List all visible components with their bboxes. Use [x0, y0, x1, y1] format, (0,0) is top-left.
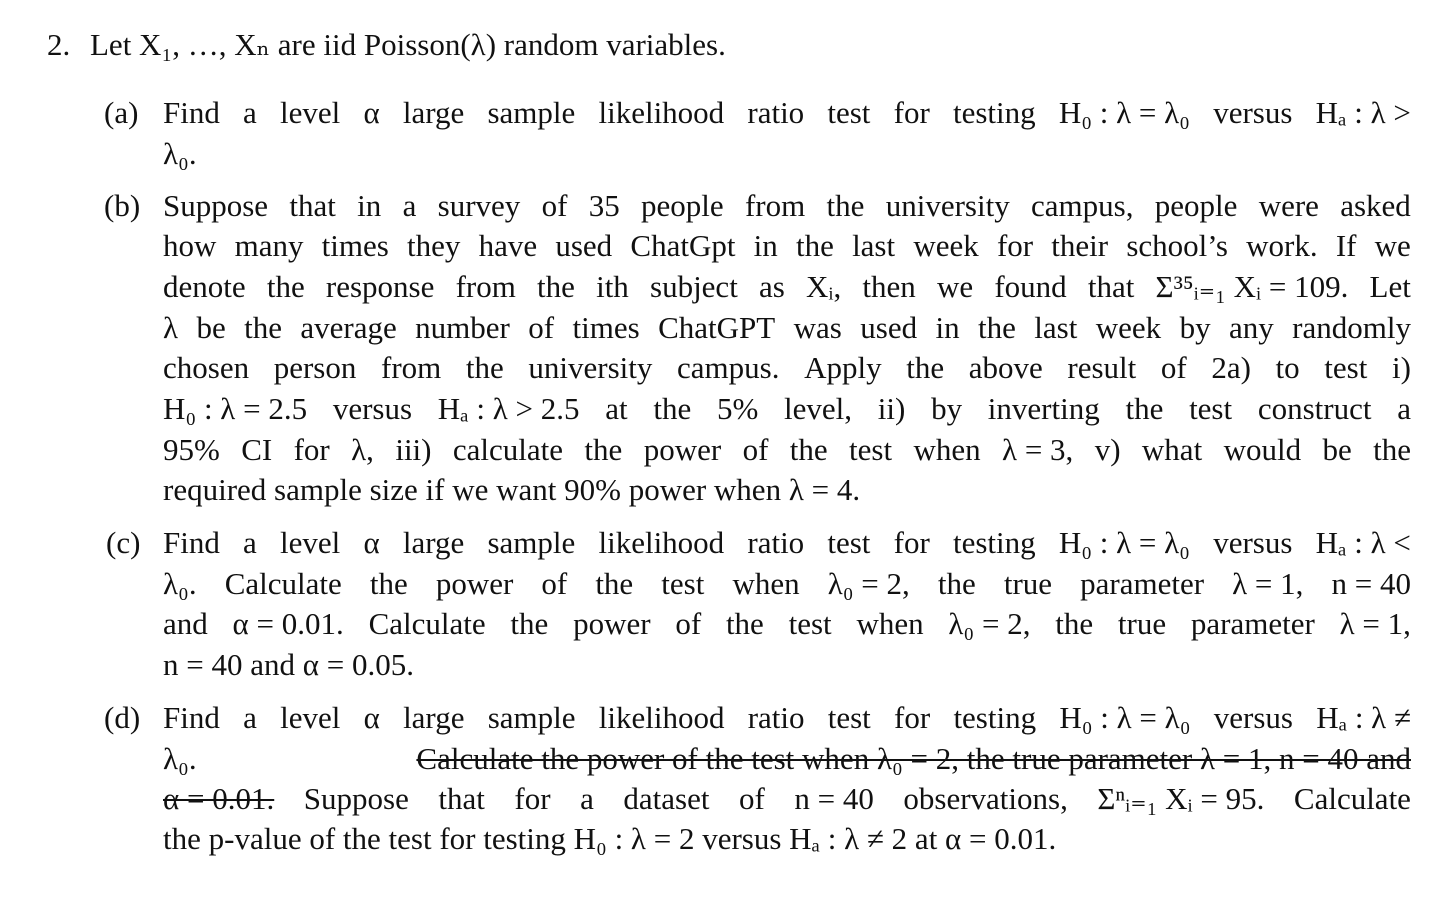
text-word: as [759, 269, 785, 304]
text-word: response [325, 269, 435, 304]
text-word: λ₀. [163, 136, 197, 171]
text-word: to [1275, 350, 1300, 385]
text-word: university [528, 350, 653, 385]
text-word: sample [487, 95, 576, 130]
text-word: last [1034, 310, 1078, 345]
text-word: versus [1213, 700, 1293, 735]
part-text-line [163, 470, 860, 510]
text-word: inverting [987, 391, 1100, 426]
text-word: parameter [1080, 566, 1205, 601]
text-word: power [573, 606, 651, 641]
text-word: λ [163, 310, 179, 345]
part-text-line [163, 739, 1411, 779]
part-text-line [163, 348, 1411, 388]
text-word: λ = 1, [1232, 566, 1304, 601]
text-word: in [753, 228, 778, 263]
text-word: randomly [1292, 310, 1411, 345]
text-word: campus. [677, 350, 780, 385]
text-word: the [465, 350, 504, 385]
text-word: large [402, 525, 465, 560]
text-word: 2a) [1211, 350, 1251, 385]
text-word: iii) [395, 432, 432, 467]
text-word: the [369, 566, 408, 601]
text-word: the [1055, 606, 1094, 641]
text-word: H₀ : λ = 2.5 [163, 391, 308, 426]
text-word: the [266, 269, 305, 304]
part-text-line [163, 779, 1411, 819]
text-word: Find [163, 525, 220, 560]
text-word: large [403, 700, 465, 735]
text-word: Suppose [303, 781, 409, 816]
text-word: be [196, 310, 226, 345]
text-word: that [289, 188, 336, 223]
text-word: in [935, 310, 960, 345]
part-label: (b) [104, 188, 141, 223]
text-word: test [827, 525, 871, 560]
text-word: when [913, 432, 981, 467]
text-word: n = 40 [1331, 566, 1411, 601]
text-word: the [537, 269, 575, 304]
text-word: observations, [903, 781, 1068, 816]
text-word: for [893, 525, 930, 560]
text-word: λ₀ = 2, [948, 606, 1031, 641]
text-word: the [795, 228, 834, 263]
text-word: times [321, 228, 389, 263]
text-word: ratio [747, 525, 805, 560]
text-word: chosen [163, 350, 250, 385]
text-word: testing [952, 525, 1036, 560]
text-word: α = 0.01. [163, 781, 275, 816]
text-word: ith [596, 269, 629, 304]
text-word: used [555, 228, 613, 263]
text-word: true [1003, 566, 1053, 601]
text-word: the [653, 391, 692, 426]
text-word: 35 [588, 188, 620, 223]
text-word: would [1223, 432, 1302, 467]
text-word: of [528, 310, 555, 345]
text-word: how [163, 228, 217, 263]
text-word: versus [1213, 95, 1293, 130]
text-word: of [541, 566, 568, 601]
text-word: test [827, 700, 871, 735]
text-word: α [363, 95, 380, 130]
text-word: of [675, 606, 702, 641]
text-word: CI [241, 432, 273, 467]
text-word: Calculate the power of the test when λ₀ = 2, the true parameter λ = 1, n = 40 and [416, 741, 1411, 776]
text-word: the [1125, 391, 1164, 426]
text-word: above [968, 350, 1043, 385]
text-word: the [937, 566, 976, 601]
text-word: for [996, 228, 1034, 263]
text-word: Let [1369, 269, 1411, 304]
text-word: work. [1246, 228, 1318, 263]
text-word: they [407, 228, 461, 263]
text-word: versus [1213, 525, 1293, 560]
text-word: of [739, 781, 765, 816]
text-word: α [363, 525, 380, 560]
text-word: people [641, 188, 724, 223]
text-word: n = 40 and α = 0.05. [163, 647, 414, 682]
part-text-line [163, 819, 1056, 859]
text-word: denote [163, 269, 246, 304]
text-word: be [1322, 432, 1352, 467]
text-word: week [1095, 310, 1162, 345]
problem-stem: Let X₁, …, Xₙ are iid Poisson(λ) random variables. [90, 27, 726, 62]
text-word: the p-value of the test for testing H₀ : λ = 2 versus Hₐ : λ ≠ 2 at α = 0.01. [163, 821, 1057, 856]
text-word: number [415, 310, 510, 345]
text-word: λ = 1, [1339, 606, 1411, 641]
text-word: Hₐ : λ > 2.5 [437, 391, 580, 426]
text-word: what [1141, 432, 1203, 467]
text-word: the [906, 350, 945, 385]
part-text-line [163, 93, 1411, 133]
part-text-line [163, 604, 1411, 644]
part-label: (a) [104, 95, 139, 130]
part-text-line [163, 308, 1411, 348]
text-word: 5% [716, 391, 759, 426]
text-word: Hₐ : λ > [1315, 95, 1411, 130]
text-word: parameter [1190, 606, 1315, 641]
text-word: Find [163, 95, 220, 130]
text-word: we [936, 269, 974, 304]
text-word: of [742, 432, 769, 467]
text-word: sample [487, 525, 576, 560]
text-word: H₀ : λ = λ₀ [1058, 525, 1190, 560]
text-word: likelihood [598, 700, 725, 735]
text-word: ii) [877, 391, 906, 426]
text-word: of [541, 188, 568, 223]
text-word: level, [784, 391, 853, 426]
text-word: times [572, 310, 640, 345]
part-label: (d) [104, 700, 141, 735]
text-word: many [234, 228, 304, 263]
text-word: for [893, 95, 930, 130]
text-word: a [1397, 391, 1411, 426]
part-text-line [163, 226, 1411, 266]
text-word: Hₐ : λ ≠ [1316, 700, 1411, 735]
text-word: any [1228, 310, 1274, 345]
text-word: i) [1391, 350, 1411, 385]
text-word: asked [1340, 188, 1411, 223]
text-word: result [1067, 350, 1137, 385]
text-word: when [732, 566, 800, 601]
text-word: the [1373, 432, 1411, 467]
text-word: λ₀. [163, 566, 197, 601]
text-word: testing [952, 95, 1036, 130]
text-word: v) [1094, 432, 1121, 467]
text-word: was [793, 310, 842, 345]
text-word: ratio [747, 700, 805, 735]
text-word: versus [332, 391, 413, 426]
text-word: a [243, 700, 257, 735]
text-word: that [1087, 269, 1135, 304]
text-word: week [913, 228, 979, 263]
text-word: power [435, 566, 514, 601]
text-word: a [402, 188, 417, 223]
text-word: for [293, 432, 330, 467]
text-word: that [438, 781, 485, 816]
text-word: the [978, 310, 1016, 345]
text-word: at [605, 391, 628, 426]
text-word: test [827, 95, 871, 130]
text-word: sample [487, 700, 576, 735]
text-word: were [1258, 188, 1319, 223]
text-word: required sample size if we want 90% power when λ = 4. [163, 472, 861, 507]
text-word: Find [163, 700, 220, 735]
text-word: test [1324, 350, 1368, 385]
text-word: large [402, 95, 465, 130]
text-word: λ₀ = 2, [827, 566, 910, 601]
text-word: from [455, 269, 516, 304]
text-word: the [510, 606, 549, 641]
part-text-line [163, 523, 1411, 563]
text-word: power [643, 432, 722, 467]
text-word: the [725, 606, 764, 641]
text-word: Hₐ : λ < [1315, 525, 1411, 560]
text-word: found [994, 269, 1067, 304]
text-word: a [243, 95, 257, 130]
text-word: average [300, 310, 397, 345]
part-text-line [163, 698, 1411, 738]
text-word: H₀ : λ = λ₀ [1059, 700, 1191, 735]
text-word: of [1160, 350, 1187, 385]
text-word: we [1374, 228, 1411, 263]
text-word: level [280, 95, 341, 130]
text-word: survey [437, 188, 521, 223]
text-word: subject [650, 269, 738, 304]
part-label: (c) [106, 525, 141, 560]
text-word: λ = 3, [1002, 432, 1074, 467]
text-word: university [885, 188, 1010, 223]
text-word: test [1189, 391, 1233, 426]
text-word: likelihood [598, 525, 725, 560]
text-word: people [1154, 188, 1238, 223]
part-text-line [163, 430, 1411, 470]
text-word: the [789, 432, 828, 467]
text-word: for [514, 781, 551, 816]
text-word: test [661, 566, 705, 601]
text-word: from [381, 350, 442, 385]
text-word: for [894, 700, 931, 735]
text-word: dataset [623, 781, 710, 816]
text-word: ratio [747, 95, 805, 130]
part-text-line [163, 267, 1411, 307]
text-word: a [243, 525, 257, 560]
text-word: ChatGpt [630, 228, 736, 263]
text-word: their [1051, 228, 1109, 263]
text-word: when [856, 606, 924, 641]
text-word: λ₀. [163, 741, 197, 776]
part-text-line [163, 564, 1411, 604]
problem-number: 2. [47, 27, 71, 62]
text-word: α = 0.01. [232, 606, 344, 641]
text-word: Calculate [368, 606, 486, 641]
text-word: test [788, 606, 832, 641]
text-word: Apply [804, 350, 882, 385]
text-word: α [363, 700, 380, 735]
text-word: by [1179, 310, 1211, 345]
text-word: Calculate [1293, 781, 1411, 816]
text-word: λ, [351, 432, 374, 467]
text-word: testing [953, 700, 1037, 735]
text-word: the [584, 432, 623, 467]
text-word: then [862, 269, 916, 304]
text-word: and [163, 606, 208, 641]
part-text-line [163, 389, 1411, 429]
text-word: n = 40 [794, 781, 874, 816]
text-word: Calculate [224, 566, 342, 601]
part-text-line [163, 186, 1411, 226]
text-word: level [280, 700, 341, 735]
text-word: 95% [163, 432, 220, 467]
text-word: true [1117, 606, 1167, 641]
text-word: by [931, 391, 963, 426]
text-word: from [744, 188, 806, 223]
text-word: the [826, 188, 865, 223]
text-word: Σ³⁵ᵢ₌₁ Xᵢ = 109. [1155, 269, 1349, 304]
text-word: Σⁿᵢ₌₁ Xᵢ = 95. [1097, 781, 1265, 816]
text-word: last [852, 228, 896, 263]
text-word: in [357, 188, 382, 223]
text-word: Xᵢ, [806, 269, 842, 304]
text-word: If [1335, 228, 1357, 263]
text-word: level [280, 525, 341, 560]
text-word: ChatGPT [658, 310, 776, 345]
text-word: the [244, 310, 282, 345]
text-word: person [273, 350, 357, 385]
part-text-line [163, 645, 414, 685]
text-word: school’s [1126, 228, 1228, 263]
text-word: Suppose [163, 188, 269, 223]
text-word: test [849, 432, 893, 467]
text-word: likelihood [598, 95, 725, 130]
text-word: H₀ : λ = λ₀ [1058, 95, 1190, 130]
part-text-line [163, 134, 197, 174]
text-word: campus, [1031, 188, 1134, 223]
text-word: used [860, 310, 918, 345]
text-word: the [595, 566, 634, 601]
text-word: calculate [452, 432, 564, 467]
text-word: have [478, 228, 538, 263]
text-word: a [580, 781, 594, 816]
text-word: construct [1257, 391, 1372, 426]
